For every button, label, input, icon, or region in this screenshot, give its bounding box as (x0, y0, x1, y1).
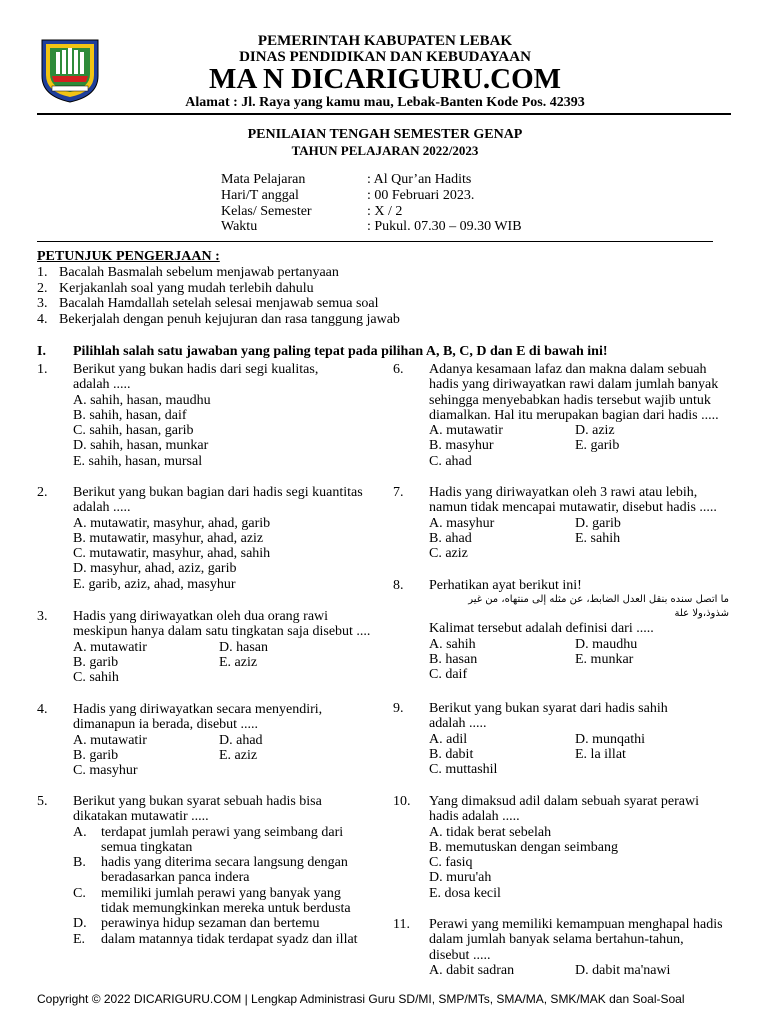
answer-option: E. aziz (219, 747, 258, 763)
answer-row (429, 516, 729, 531)
answer-option: E. sahih, hasan, mursal (73, 453, 203, 469)
answer-option: D. dabit ma'nawi (575, 962, 671, 978)
info-value: : Al Qur’an Hadits (367, 172, 472, 187)
answer-option: D. masyhur, ahad, aziz, garib (73, 561, 237, 577)
question-body (73, 485, 373, 592)
question-body (429, 701, 729, 777)
answer-option: A. adil (429, 731, 468, 747)
answer-option: B. garib (73, 747, 119, 763)
info-value: : 00 Februari 2023. (367, 188, 475, 203)
question-text: adalah ..... (73, 377, 131, 393)
question-text: adalah ..... (73, 500, 131, 516)
answer-option: A. sahih (429, 636, 476, 652)
answer-option: E. la illat (575, 746, 626, 762)
answer-option (73, 855, 373, 886)
question-text: hadis yang diriwayatkan rawi dalam jumlah banyak (429, 377, 719, 393)
answer-row (73, 763, 373, 778)
answer-option: E. munkar (575, 651, 634, 667)
option-text: perawinya hidup sezaman dan bertemu (101, 916, 320, 932)
question-text: Perhatikan ayat berikut ini! (429, 578, 582, 593)
answer-option: A. mutawatir (429, 423, 503, 439)
answer-row (429, 546, 729, 561)
answer-option: C. fasiq (429, 855, 473, 871)
instruction-item: 4. Bekerjalah dengan penuh kejujuran dan rasa tanggung jawab (37, 312, 400, 327)
answer-option: E. sahih (575, 530, 621, 546)
answer-option: A. tidak berat sebelah (429, 824, 552, 840)
info-value: : Pukul. 07.30 – 09.30 WIB (367, 219, 522, 234)
answer-option: C. aziz (429, 546, 468, 562)
question-number: 1. (37, 362, 48, 377)
answer-option: C. sahih, hasan, garib (73, 423, 194, 439)
exam-year: TAHUN PELAJARAN 2022/2023 (291, 143, 479, 158)
answer-row (429, 732, 729, 747)
option-text: hadis yang diterima secara langsung dengan (101, 855, 348, 871)
answer-option: B. mutawatir, masyhur, ahad, aziz (73, 530, 264, 546)
exam-title: PENILAIAN TENGAH SEMESTER GENAP (247, 127, 523, 142)
answer-option: B. hasan (429, 651, 478, 667)
answer-row (429, 637, 729, 652)
answer-option (73, 825, 373, 856)
instruction-item: 3. Bacalah Hamdallah setelah selesai menjawab semua soal (37, 296, 379, 311)
header-line-1: PEMERINTAH KABUPATEN LEBAK (257, 33, 513, 49)
option-text: terdapat jumlah perawi yang seimbang dari (101, 824, 344, 840)
answer-row (73, 640, 373, 655)
question-number: 8. (393, 578, 404, 593)
info-label: Hari/T anggal (221, 188, 299, 203)
option-letter: B. (73, 855, 86, 871)
question-body (73, 362, 373, 469)
answer-option: C. daif (429, 667, 468, 683)
answer-option: A. mutawatir, masyhur, ahad, garib (73, 515, 271, 531)
info-divider (37, 241, 713, 242)
option-letter: A. (73, 824, 87, 840)
question-number: 9. (393, 701, 404, 716)
answer-option: D. hasan (219, 639, 268, 655)
answer-option: E. aziz (219, 654, 258, 670)
answer-option: A. dabit sadran (429, 962, 515, 978)
question-text: meskipun hanya dalam satu tingkatan saja disebut .... (73, 624, 371, 640)
section-instruction: I. Pilihlah salah satu jawaban yang paling tepat pada pilihan A, B, C, D dan E di bawah ini! (37, 344, 608, 359)
question-text: diamalkan. Hal itu merupakan bagian dari hadis ..... (429, 407, 719, 423)
answer-option: B. ahad (429, 530, 472, 546)
question-text: adalah ..... (429, 716, 487, 732)
header-line-2: DINAS PENDIDIKAN DAN KEBUDAYAAN (239, 49, 531, 65)
answer-option: C. sahih (73, 670, 119, 686)
info-row (221, 219, 522, 234)
answer-row (73, 670, 373, 685)
answer-row (429, 667, 729, 682)
question-text: Berikut yang bukan bagian dari hadis segi kuantitas (73, 485, 363, 500)
info-row (221, 172, 472, 187)
answer-option: B. sahih, hasan, daif (73, 407, 187, 423)
question-body (73, 609, 373, 685)
question-text: namun tidak mencapai mutawatir, disebut hadis ..... (429, 500, 717, 516)
question-text: Adanya kesamaan lafaz dan makna dalam sebuah (429, 362, 707, 377)
question-number: 3. (37, 609, 48, 624)
option-text: semua tingkatan (101, 839, 193, 855)
answer-option: D. aziz (575, 423, 615, 439)
answer-option: E. garib, aziz, ahad, masyhur (73, 576, 236, 592)
answer-option: B. garib (73, 654, 119, 670)
question-text: sehingga menyebabkan hadis tersebut wajib untuk (429, 392, 711, 408)
option-letter: E. (73, 931, 86, 947)
answer-row (73, 655, 373, 670)
answer-row (429, 423, 729, 438)
question-number: 7. (393, 485, 404, 500)
answer-option: E. dosa kecil (429, 885, 501, 901)
answer-option: C. ahad (429, 453, 472, 469)
question-number: 11. (393, 917, 410, 932)
arabic-text: شذوذ،ولا علة (674, 608, 729, 620)
question-number: 4. (37, 702, 48, 717)
answer-option: C. mutawatir, masyhur, ahad, sahih (73, 546, 271, 562)
question-number: 6. (393, 362, 404, 377)
question-text: Yang dimaksud adil dalam sebuah syarat perawi (429, 794, 699, 809)
question-text: Berikut yang bukan syarat dari hadis sahih (429, 701, 668, 716)
question-text: dalam jumlah banyak selama bertahun-tahun, (429, 932, 684, 948)
answer-option: C. muttashil (429, 762, 498, 778)
answer-row (429, 963, 729, 978)
answer-row (429, 454, 729, 469)
answer-option: A. mutawatir (73, 732, 147, 748)
instruction-item: 1. Bacalah Basmalah sebelum menjawab pertanyaan (37, 265, 339, 280)
answer-option: E. garib (575, 438, 620, 454)
question-body (429, 362, 729, 469)
answer-option: A. masyhur (429, 515, 495, 531)
info-value: : X / 2 (367, 204, 403, 219)
option-text: tidak memungkinkan mereka untuk berdusta (101, 901, 351, 917)
info-row (221, 188, 475, 203)
answer-row (429, 438, 729, 453)
question-text: Hadis yang diriwayatkan secara menyendiri, (73, 702, 323, 717)
answer-option (73, 932, 373, 947)
question-text: Hadis yang diriwayatkan oleh dua orang rawi (73, 609, 329, 624)
kabupaten-lebak-logo (38, 36, 102, 104)
answer-option: B. memutuskan dengan seimbang (429, 839, 618, 855)
question-body (429, 485, 729, 561)
option-text: dalam matannya tidak terdapat syadz dan illat (101, 931, 358, 947)
header-divider (37, 113, 731, 115)
answer-row (429, 652, 729, 667)
option-text: beradasarkan panca indera (101, 870, 250, 886)
question-body (429, 794, 729, 901)
info-label: Mata Pelajaran (221, 172, 306, 187)
answer-option: A. mutawatir (73, 639, 147, 655)
question-text: Berikut yang bukan syarat sebuah hadis bisa (73, 794, 322, 809)
question-text: dikatakan mutawatir ..... (73, 809, 209, 825)
question-number: 2. (37, 485, 48, 500)
answer-option: D. ahad (219, 732, 263, 748)
info-row (221, 204, 403, 219)
answer-row (429, 531, 729, 546)
question-text: Kalimat tersebut adalah definisi dari ..... (429, 621, 654, 637)
arabic-text: ما اتصل سنده بنقل العدل الضابط، عن مثله إلى منتهاه، من غير (468, 594, 729, 606)
answer-row (429, 747, 729, 762)
answer-option: D. muru'ah (429, 870, 492, 886)
footer-copyright: Copyright © 2022 DICARIGURU.COM | Lengkap Administrasi Guru SD/MI, SMP/MTs, SMA/MA, SMK/MAK dan Soal-Soal (37, 992, 685, 1006)
option-text: memiliki jumlah perawi yang banyak yang (101, 885, 341, 901)
answer-option: D. maudhu (575, 636, 638, 652)
school-name: MA N DICARIGURU.COM (208, 63, 561, 95)
question-text: Perawi yang memiliki kemampuan menghapal hadis (429, 917, 723, 932)
option-letter: C. (73, 885, 86, 901)
instructions-heading: PETUNJUK PENGERJAAN : (37, 249, 220, 264)
question-body (73, 702, 373, 778)
answer-option: D. garib (575, 515, 621, 531)
answer-option: B. masyhur (429, 438, 494, 454)
answer-row (73, 733, 373, 748)
question-body (429, 917, 729, 978)
question-body (73, 794, 373, 947)
question-text: Hadis yang diriwayatkan oleh 3 rawi atau lebih, (429, 485, 698, 500)
answer-option: D. munqathi (575, 731, 645, 747)
answer-row (73, 748, 373, 763)
instruction-item: 2. Kerjakanlah soal yang mudah terlebih dahulu (37, 281, 314, 296)
question-number: 5. (37, 794, 48, 809)
answer-option: A. sahih, hasan, maudhu (73, 392, 211, 408)
question-number: 10. (393, 794, 411, 809)
answer-option: D. sahih, hasan, munkar (73, 438, 209, 454)
info-label: Waktu (221, 219, 258, 234)
question-text: hadis adalah ..... (429, 809, 520, 825)
school-address: Alamat : Jl. Raya yang kamu mau, Lebak-Banten Kode Pos. 42393 (185, 95, 585, 110)
answer-option: C. masyhur (73, 763, 138, 779)
answer-option: B. dabit (429, 746, 474, 762)
answer-row (429, 762, 729, 777)
answer-option (73, 916, 373, 931)
question-body (429, 578, 729, 682)
info-label: Kelas/ Semester (221, 204, 312, 219)
question-text: Berikut yang bukan hadis dari segi kualitas, (73, 362, 319, 377)
answer-option (73, 886, 373, 917)
option-letter: D. (73, 916, 87, 932)
question-text: dimanapun ia berada, disebut ..... (73, 717, 259, 733)
question-text: disebut ..... (429, 947, 491, 963)
